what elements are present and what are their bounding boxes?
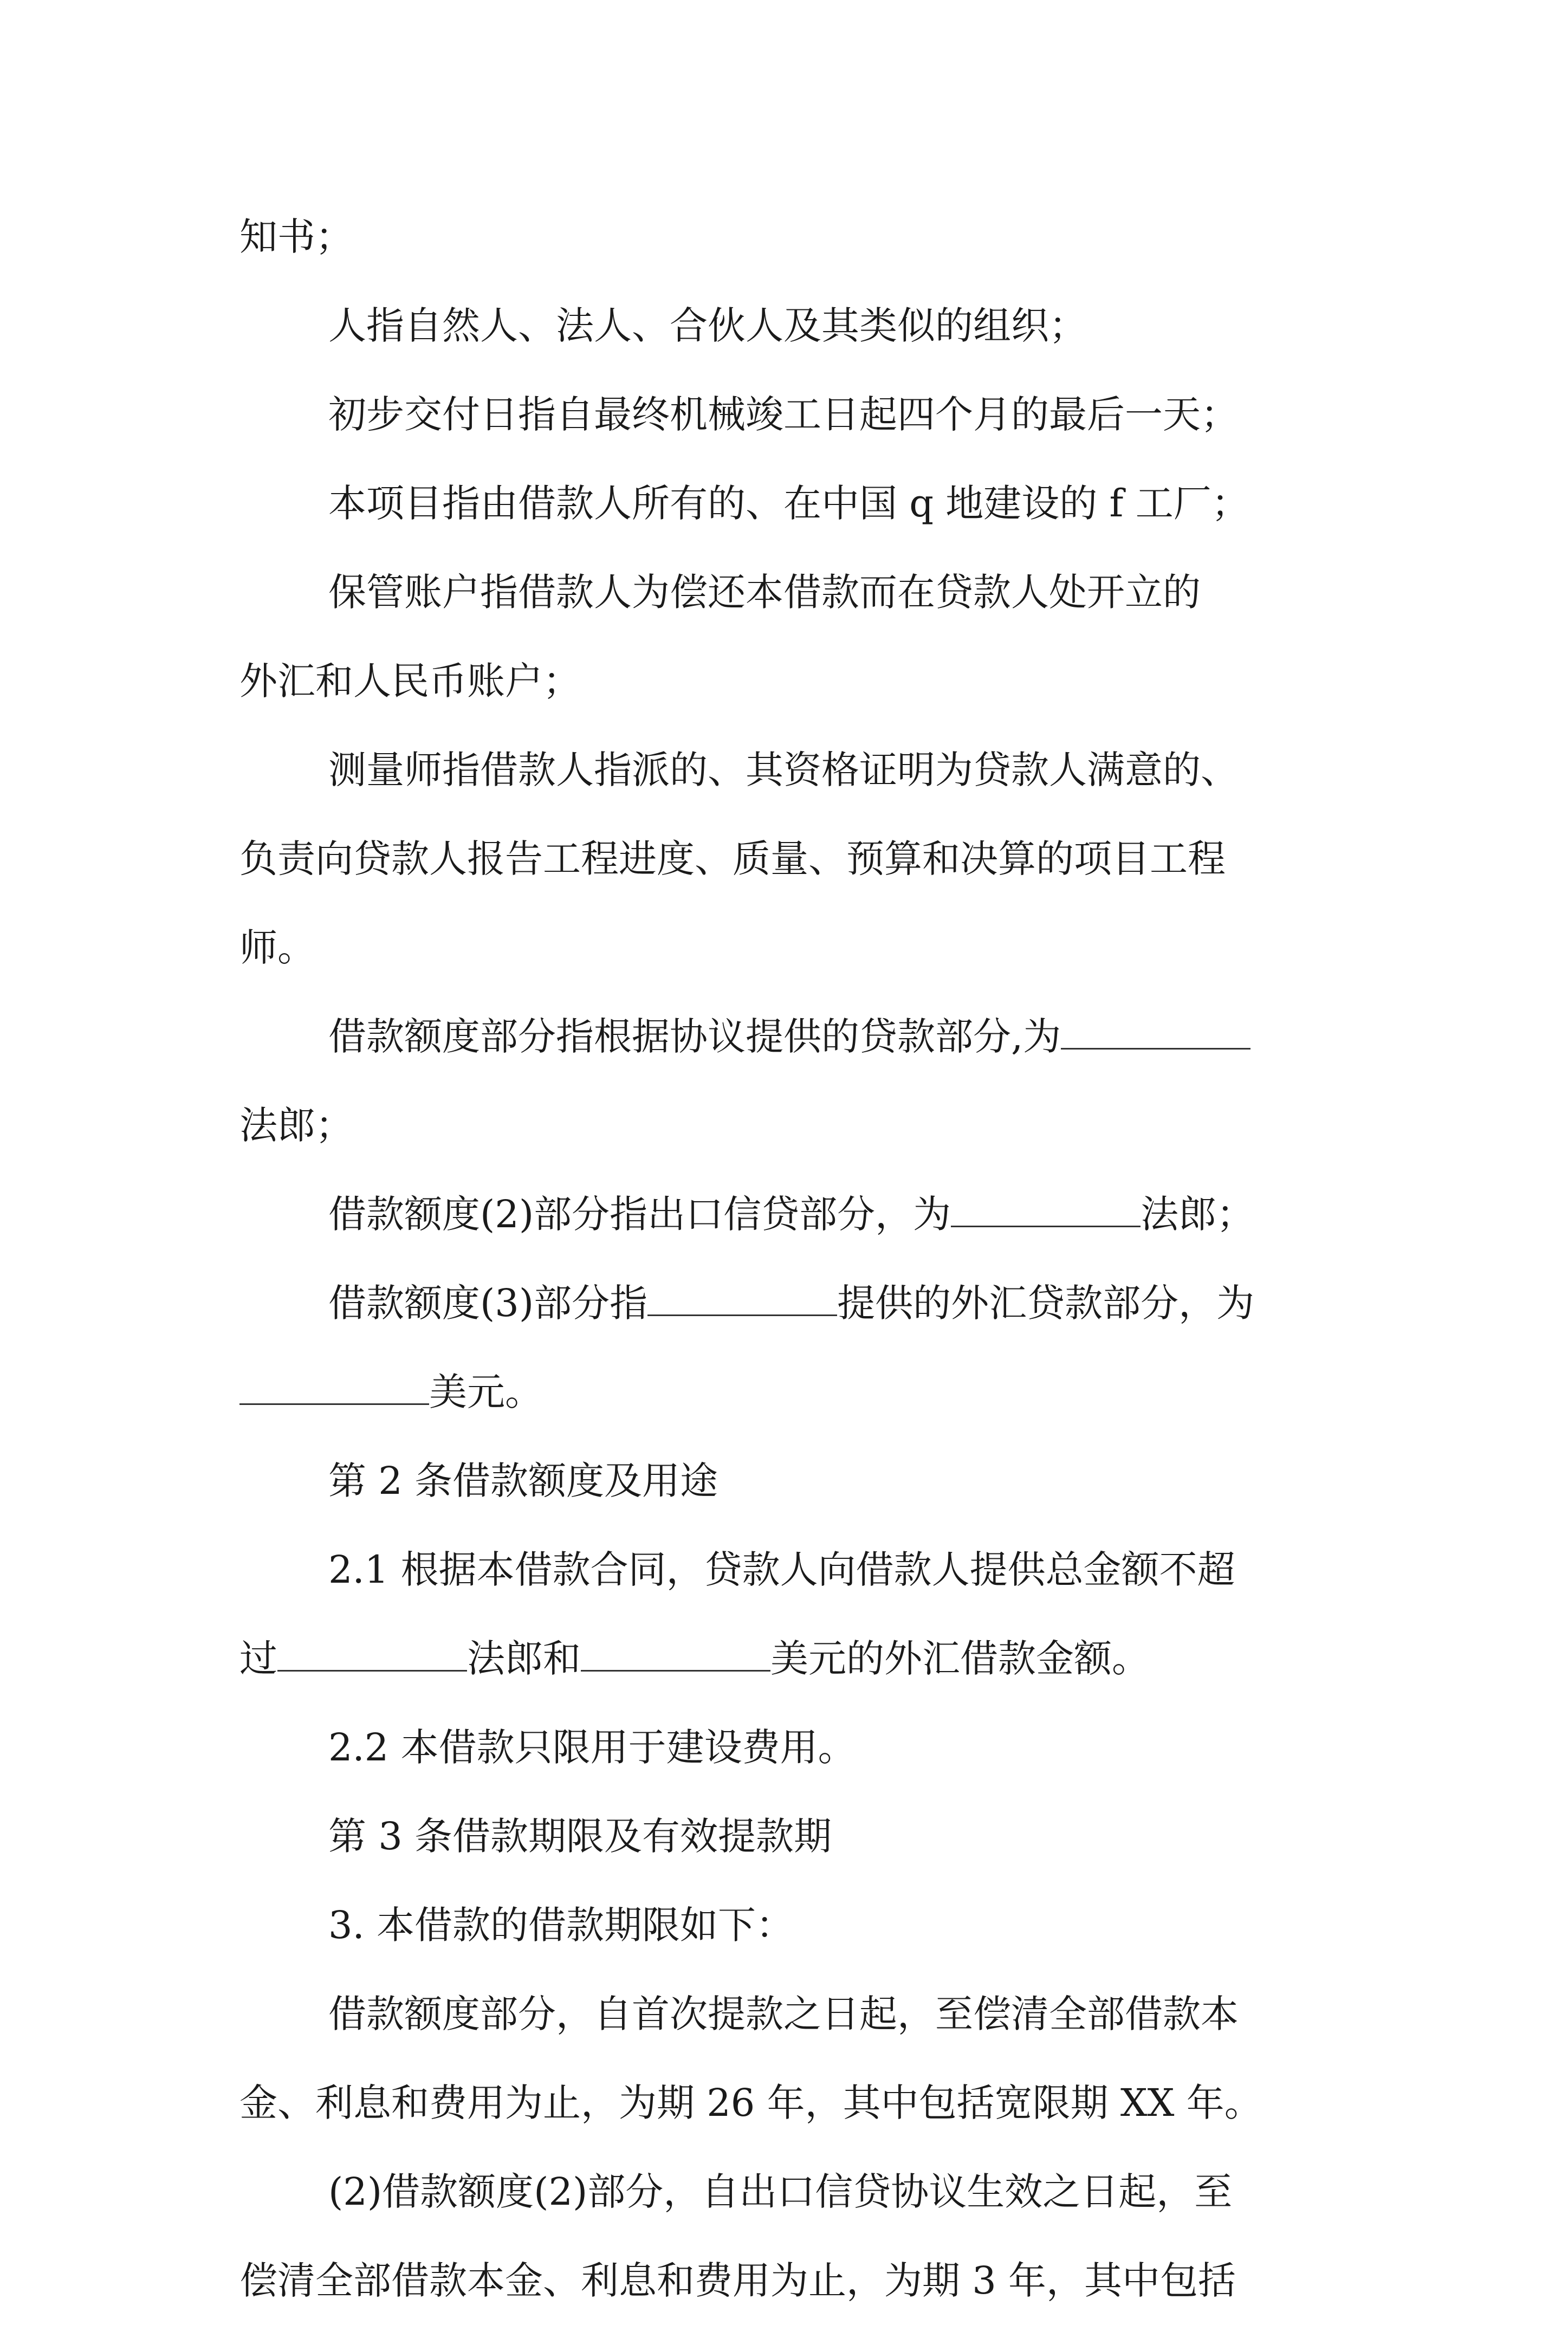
text-line [239,2147,1345,2236]
text-line [239,1614,1345,1703]
fill-in-blank [581,1638,770,1672]
text-line [239,992,1345,1081]
text-run: 师。 [239,925,315,970]
text-run: 借款额度部分指根据协议提供的贷款部分,为 [328,1014,1061,1059]
text-run: 过 [239,1636,277,1681]
text-line [239,1970,1345,2058]
text-run: 提供的外汇贷款部分，为 [837,1281,1255,1325]
text-run: 2.2 本借款只限用于建设费用。 [328,1725,856,1770]
text-run: 法郎和 [467,1636,581,1681]
text-line [239,281,1345,370]
text-run: 3. 本借款的借款期限如下： [328,1903,794,1947]
text-run: 初步交付日指自最终机械竣工日起四个月的最后一天； [328,392,1239,437]
text-line [239,637,1345,726]
fill-in-blank [277,1638,467,1672]
text-run: 负责向贷款人报告工程进度、质量、预算和决算的项目工程 [239,837,1226,881]
text-line [239,1348,1345,1436]
text-run: (2)借款额度(2)部分，自出口信贷协议生效之日起，至 [328,2169,1233,2214]
text-line [239,903,1345,992]
text-run: 美元。 [429,1370,543,1414]
text-line [239,1170,1345,1259]
text-line [239,548,1345,637]
text-line [239,1881,1345,1970]
text-line [239,370,1345,459]
text-run: 第 3 条借款期限及有效提款期 [328,1814,832,1858]
text-run: 美元的外汇借款金额。 [770,1636,1150,1681]
text-run: 本项目指由借款人所有的、在中国 q 地建设的 f 工厂； [328,481,1249,526]
text-line [239,1525,1345,1614]
text-line [239,2058,1345,2147]
fill-in-blank [1061,1016,1250,1050]
text-run: 偿清全部借款本金、利息和费用为止，为期 3 年，其中包括 [239,2258,1236,2303]
text-line [239,1081,1345,1170]
text-line [239,726,1345,814]
text-run: 测量师指借款人指派的、其资格证明为贷款人满意的、 [328,748,1239,792]
text-line [239,814,1345,903]
text-run: 法郎； [1141,1192,1255,1236]
text-line [239,1792,1345,1881]
fill-in-blank [239,1372,429,1405]
fill-in-blank [951,1194,1141,1227]
text-line [239,1436,1345,1525]
text-line [239,459,1345,548]
text-run: 借款额度(3)部分指 [328,1281,648,1325]
text-run: 借款额度(2)部分指出口信贷部分，为 [328,1192,951,1236]
fill-in-blank [647,1283,837,1316]
text-line [239,2236,1345,2325]
text-run: 借款额度部分，自首次提款之日起，至偿清全部借款本 [328,1992,1239,2036]
text-run: 外汇和人民币账户； [239,659,581,703]
text-line [239,1259,1345,1348]
text-run: 知书； [239,215,353,259]
text-line [239,1703,1345,1792]
text-run: 人指自然人、法人、合伙人及其类似的组织； [328,303,1087,348]
text-run: 金、利息和费用为止，为期 26 年，其中包括宽限期 XX 年。 [239,2081,1262,2125]
text-run: 2.1 根据本借款合同，贷款人向借款人提供总金额不超 [328,1547,1235,1592]
text-run: 第 2 条借款额度及用途 [328,1459,718,1503]
text-run: 法郎； [239,1103,353,1148]
text-run: 保管账户指借款人为偿还本借款而在贷款人处开立的 [328,570,1201,614]
text-line [239,192,1345,281]
document-body [239,192,1345,2325]
